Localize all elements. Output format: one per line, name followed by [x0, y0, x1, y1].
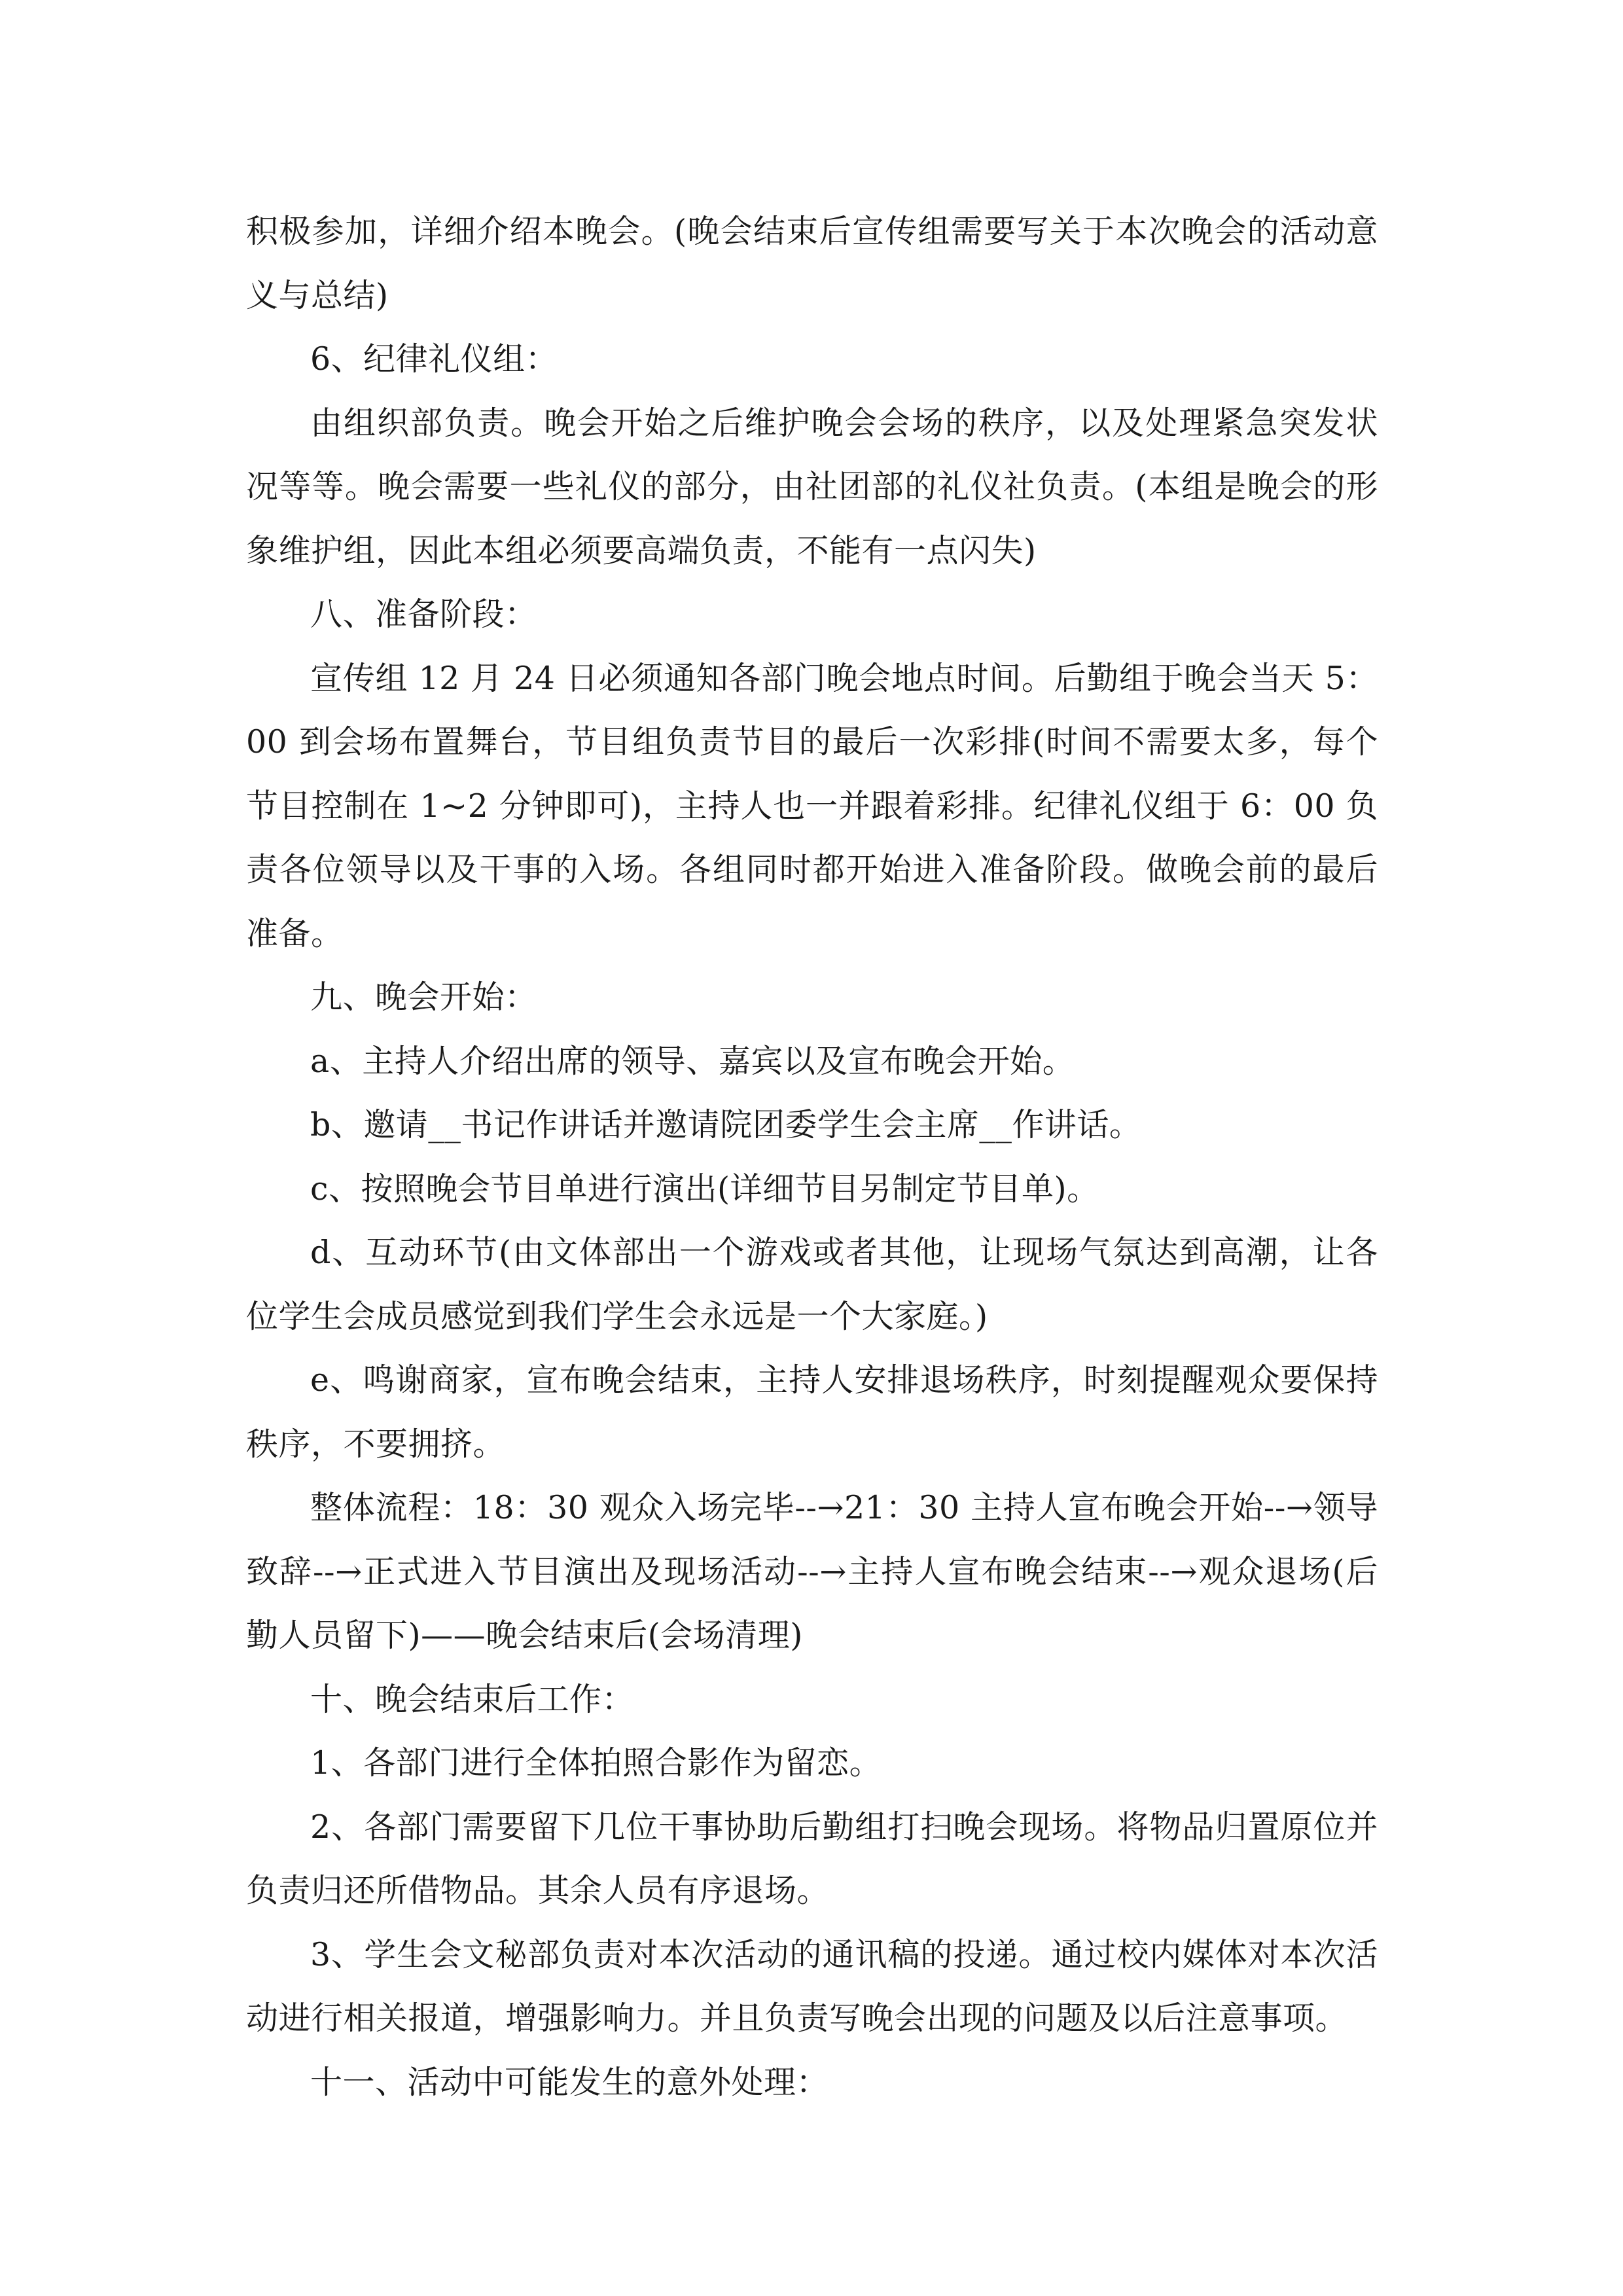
paragraph-overall-flow: 整体流程：18：30 观众入场完毕--→21：30 主持人宣布晚会开始--→领导致辞--→正式进入节目演出及现场活动--→主持人宣布晚会结束--→观众退场(后勤人员留下)——晚会结束后(会场清理) [246, 1489, 1378, 1654]
heading-post-gala-work: 十、晚会结束后工作： [310, 1680, 635, 1718]
paragraph-discipline-etiquette: 由组织部负责。晚会开始之后维护晚会会场的秩序，以及处理紧急突发状况等等。晚会需要一些礼仪的部分，由社团部的礼仪社负责。(本组是晚会的形象维护组，因此本组必须要高端负责，不能有一点闪失) [246, 404, 1378, 569]
list-item-a: a、主持人介绍出席的领导、嘉宾以及宣布晚会开始。 [310, 1042, 1075, 1080]
list-item-e: e、鸣谢商家，宣布晚会结束，主持人安排退场秩序，时刻提醒观众要保持秩序，不要拥挤。 [246, 1361, 1378, 1463]
heading-preparation-stage: 八、准备阶段： [310, 596, 537, 633]
list-item-3: 3、学生会文秘部负责对本次活动的通讯稿的投递。通过校内媒体对本次活动进行相关报道，增强影响力。并且负责写晚会出现的问题及以后注意事项。 [246, 1935, 1378, 2037]
heading-discipline-etiquette-group: 6、纪律礼仪组： [310, 340, 558, 378]
document-body [246, 200, 1378, 2114]
paragraph-continued-publicity: 积极参加，详细介绍本晚会。(晚会结束后宣传组需要写关于本次晚会的活动意义与总结) [246, 213, 1378, 314]
list-item-2: 2、各部门需要留下几位干事协助后勤组打扫晚会现场。将物品归置原位并负责归还所借物品。其余人员有序退场。 [246, 1808, 1378, 1909]
paragraph-preparation: 宣传组 12 月 24 日必须通知各部门晚会地点时间。后勤组于晚会当天 5：00 到会场布置舞台，节目组负责节目的最后一次彩排(时间不需要太多，每个节目控制在 1~2 分钟即可)，主持人也一并跟着彩排。纪律礼仪组于 6：00 负责各位领导以及干事的入场。各组同时都开始进入准备阶段。做晚会前的最后准备。 [246, 659, 1378, 952]
list-item-b: b、邀请__书记作讲话并邀请院团委学生会主席__作讲话。 [310, 1106, 1142, 1143]
list-item-c: c、按照晚会节目单进行演出(详细节目另制定节目单)。 [310, 1170, 1099, 1208]
list-item-d: d、互动环节(由文体部出一个游戏或者其他，让现场气氛达到高潮，让各位学生会成员感觉到我们学生会永远是一个大家庭。) [246, 1234, 1378, 1335]
heading-accident-handling: 十一、活动中可能发生的意外处理： [310, 2063, 829, 2101]
list-item-1: 1、各部门进行全体拍照合影作为留恋。 [310, 1744, 882, 1782]
heading-gala-start: 九、晚会开始： [310, 978, 537, 1016]
